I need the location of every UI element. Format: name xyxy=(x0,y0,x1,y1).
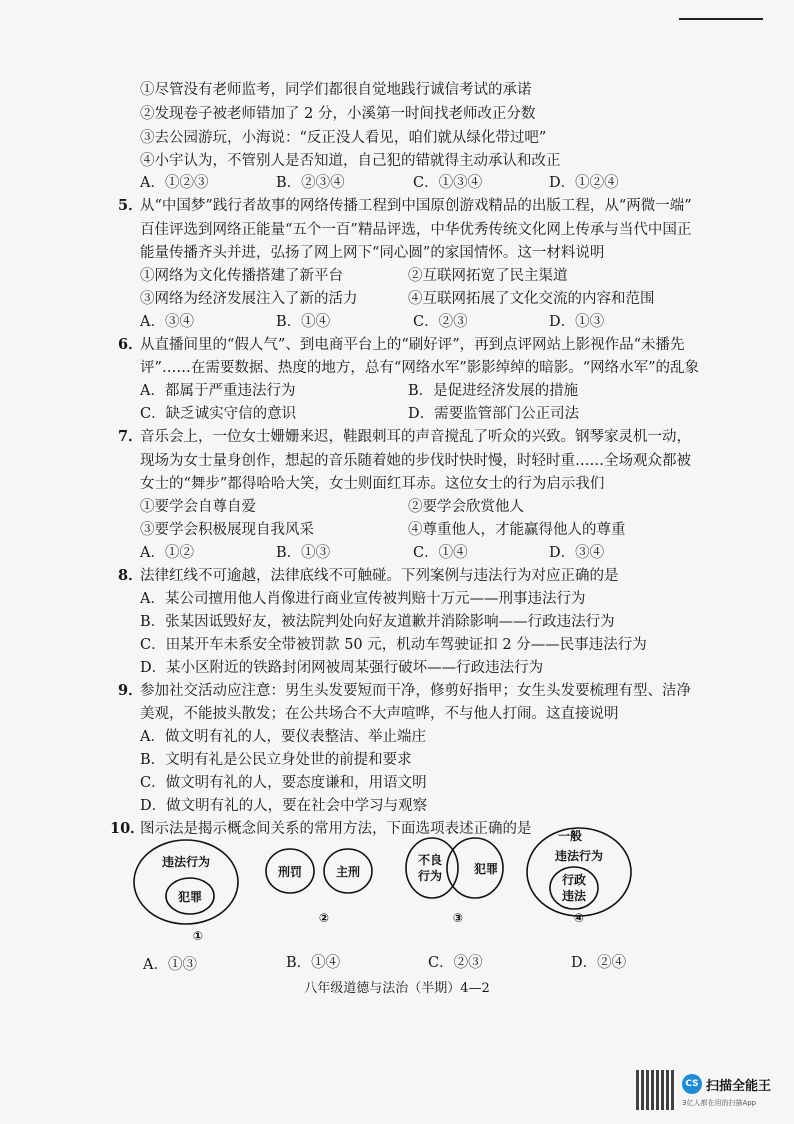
diagram-1-outer-label: 违法行为 xyxy=(161,855,211,869)
q5-option-b: B．①④ xyxy=(276,314,331,330)
q7-option-d: D．③④ xyxy=(549,545,605,561)
q9-stem-line-2: 美观，不能披头散发；在公共场合不大声喧哗，不与他人打闹。这直接说明 xyxy=(140,706,619,722)
diagram-4-number: ④ xyxy=(573,911,585,925)
diagram-2-left-label: 刑罚 xyxy=(277,865,303,879)
q7-stem-line-2: 现场为女士量身创作，想起的音乐随着她的步伐时快时慢，时轻时重……全场观众都被 xyxy=(140,453,691,469)
q5-statement-1: ①网络为文化传播搭建了新平台 xyxy=(140,268,343,284)
q9-option-b: B．文明有礼是公民立身处世的前提和要求 xyxy=(140,752,412,768)
diagram-1 xyxy=(134,840,238,943)
q7-stem-line-3: 女士的“舞步”都得哈哈大笑，女士则面红耳赤。这位女士的行为启示我们 xyxy=(140,476,605,492)
q6-stem-line-1: 从直播间里的“假人气”、到电商平台上的“刷好评”，再到点评网站上影视作品“未播先 xyxy=(140,337,685,353)
q5-option-c: C．②③ xyxy=(413,314,468,330)
q8-option-d: D．某小区附近的铁路封闭网被周某强行破坏——行政违法行为 xyxy=(140,660,544,676)
q10-number: 10． xyxy=(110,820,145,837)
q7-statement-2: ②要学会欣赏他人 xyxy=(408,499,524,515)
q7-option-b: B．①③ xyxy=(276,545,331,561)
diagram-3-number: ③ xyxy=(452,911,464,925)
q6-stem-line-2: 评”……在需要数据、热度的地方，总有“网络水军”影影绰绰的暗影。“网络水军”的乱象 xyxy=(140,360,700,376)
q4-statement-2: ②发现卷子被老师错加了 2 分，小溪第一时间找老师改正分数 xyxy=(140,106,536,122)
diagram-2 xyxy=(266,849,372,925)
q6-option-a: A．都属于严重违法行为 xyxy=(140,383,296,399)
q7-option-c: C．①④ xyxy=(413,545,468,561)
q8-option-b: B．张某因诋毁好友，被法院判处向好友道歉并消除影响——行政违法行为 xyxy=(140,614,615,630)
qr-code-icon xyxy=(636,1070,676,1110)
q4-option-b: B．②③④ xyxy=(276,175,345,191)
top-rule xyxy=(679,18,763,20)
diagram-2-number: ② xyxy=(318,911,330,925)
diagram-3-left-label-2: 行为 xyxy=(417,869,443,883)
diagram-3-right-label: 犯罪 xyxy=(473,862,499,876)
diagram-3-left-label-1: 不良 xyxy=(417,853,443,867)
q10-option-b: B．①④ xyxy=(286,955,341,971)
q4-option-c: C．①③④ xyxy=(413,175,483,191)
diagram-4-outer-label-2: 违法行为 xyxy=(554,849,604,863)
q4-statement-3: ③去公园游玩，小海说：“反正没人看见，咱们就从绿化带过吧” xyxy=(140,130,547,146)
diagram-4 xyxy=(527,828,631,925)
q9-option-a: A．做文明有礼的人，要仪表整洁、举止端庄 xyxy=(140,729,426,745)
diagram-4-outer-label-1: 一般 xyxy=(557,829,583,843)
q5-number: 5． xyxy=(118,197,143,214)
q7-statement-1: ①要学会自尊自爱 xyxy=(140,499,256,515)
diagram-1-inner-label: 犯罪 xyxy=(177,890,203,904)
q6-number: 6． xyxy=(118,336,143,353)
q9-stem-line-1: 参加社交活动应注意：男生头发要短而干净，修剪好指甲；女生头发要梳理有型、洁净 xyxy=(140,683,691,699)
q5-option-a: A．③④ xyxy=(140,314,194,330)
q8-option-a: A．某公司擅用他人肖像进行商业宣传被判赔十万元——刑事违法行为 xyxy=(140,591,586,607)
q10-stem: 图示法是揭示概念间关系的常用方法，下面选项表述正确的是 xyxy=(140,821,532,837)
q6-option-b: B．是促进经济发展的措施 xyxy=(408,383,579,399)
q5-stem-line-3: 能量传播齐头并进，弘扬了网上网下“同心圆”的家国情怀。这一材料说明 xyxy=(140,245,605,261)
q4-statement-1: ①尽管没有老师监考，同学们都很自觉地践行诚信考试的承诺 xyxy=(140,82,532,98)
q6-option-d: D．需要监管部门公正司法 xyxy=(408,406,580,422)
q5-statement-2: ②互联网拓宽了民主渠道 xyxy=(408,268,568,284)
q7-statement-3: ③要学会积极展现自我风采 xyxy=(140,522,314,538)
q5-statement-4: ④互联网拓展了文化交流的内容和范围 xyxy=(408,291,655,307)
q7-statement-4: ④尊重他人，才能赢得他人的尊重 xyxy=(408,522,626,538)
watermark-tagline: 3亿人都在用的扫描App xyxy=(682,1099,757,1107)
scanner-watermark xyxy=(636,1070,786,1114)
q5-statement-3: ③网络为经济发展注入了新的活力 xyxy=(140,291,358,307)
q4-option-d: D．①②④ xyxy=(549,175,619,191)
q10-option-c: C．②③ xyxy=(428,955,483,971)
q8-option-c: C．田某开车未系安全带被罚款 50 元，机动车驾驶证扣 2 分——民事违法行为 xyxy=(140,637,647,653)
diagram-4-inner-label-2: 违法 xyxy=(561,889,587,903)
diagram-3 xyxy=(406,838,503,925)
watermark-app-name: 扫描全能王 xyxy=(706,1079,772,1094)
q8-number: 8． xyxy=(118,567,143,584)
q7-stem-line-1: 音乐会上，一位女士姗姗来迟，鞋跟刺耳的声音搅乱了听众的兴致。钢琴家灵机一动， xyxy=(140,429,691,445)
q10-option-d: D．②④ xyxy=(571,955,627,971)
diagram-1-number: ① xyxy=(192,929,204,943)
q7-option-a: A．①② xyxy=(140,545,194,561)
q5-stem-line-2: 百佳评选到网络正能量“五个一百”精品评选，中华优秀传统文化网上传承与当代中国正 xyxy=(140,222,692,238)
q10-option-a: A．①③ xyxy=(143,957,197,973)
q6-option-c: C．缺乏诚实守信的意识 xyxy=(140,406,297,422)
q9-option-c: C．做文明有礼的人，要态度谦和，用语文明 xyxy=(140,775,427,791)
diagram-2-right-label: 主刑 xyxy=(335,865,361,879)
q4-statement-4: ④小宇认为，不管别人是否知道，自己犯的错就得主动承认和改正 xyxy=(140,153,561,169)
q5-option-d: D．①③ xyxy=(549,314,605,330)
page-footer: 八年级道德与法治（半期）4—2 xyxy=(304,981,490,996)
q7-number: 7． xyxy=(118,428,143,445)
diagram-4-inner-label-1: 行政 xyxy=(561,873,587,887)
q8-stem: 法律红线不可逾越，法律底线不可触碰。下列案例与违法行为对应正确的是 xyxy=(140,568,619,584)
camscanner-logo-icon: CS xyxy=(682,1074,702,1094)
q9-number: 9． xyxy=(118,682,143,699)
q5-stem-line-1: 从“中国梦”践行者故事的网络传播工程到中国原创游戏精品的出版工程，从“两微一端” xyxy=(140,198,692,214)
q4-option-a: A．①②③ xyxy=(140,175,209,191)
q9-option-d: D．做文明有礼的人，要在社会中学习与观察 xyxy=(140,798,428,814)
